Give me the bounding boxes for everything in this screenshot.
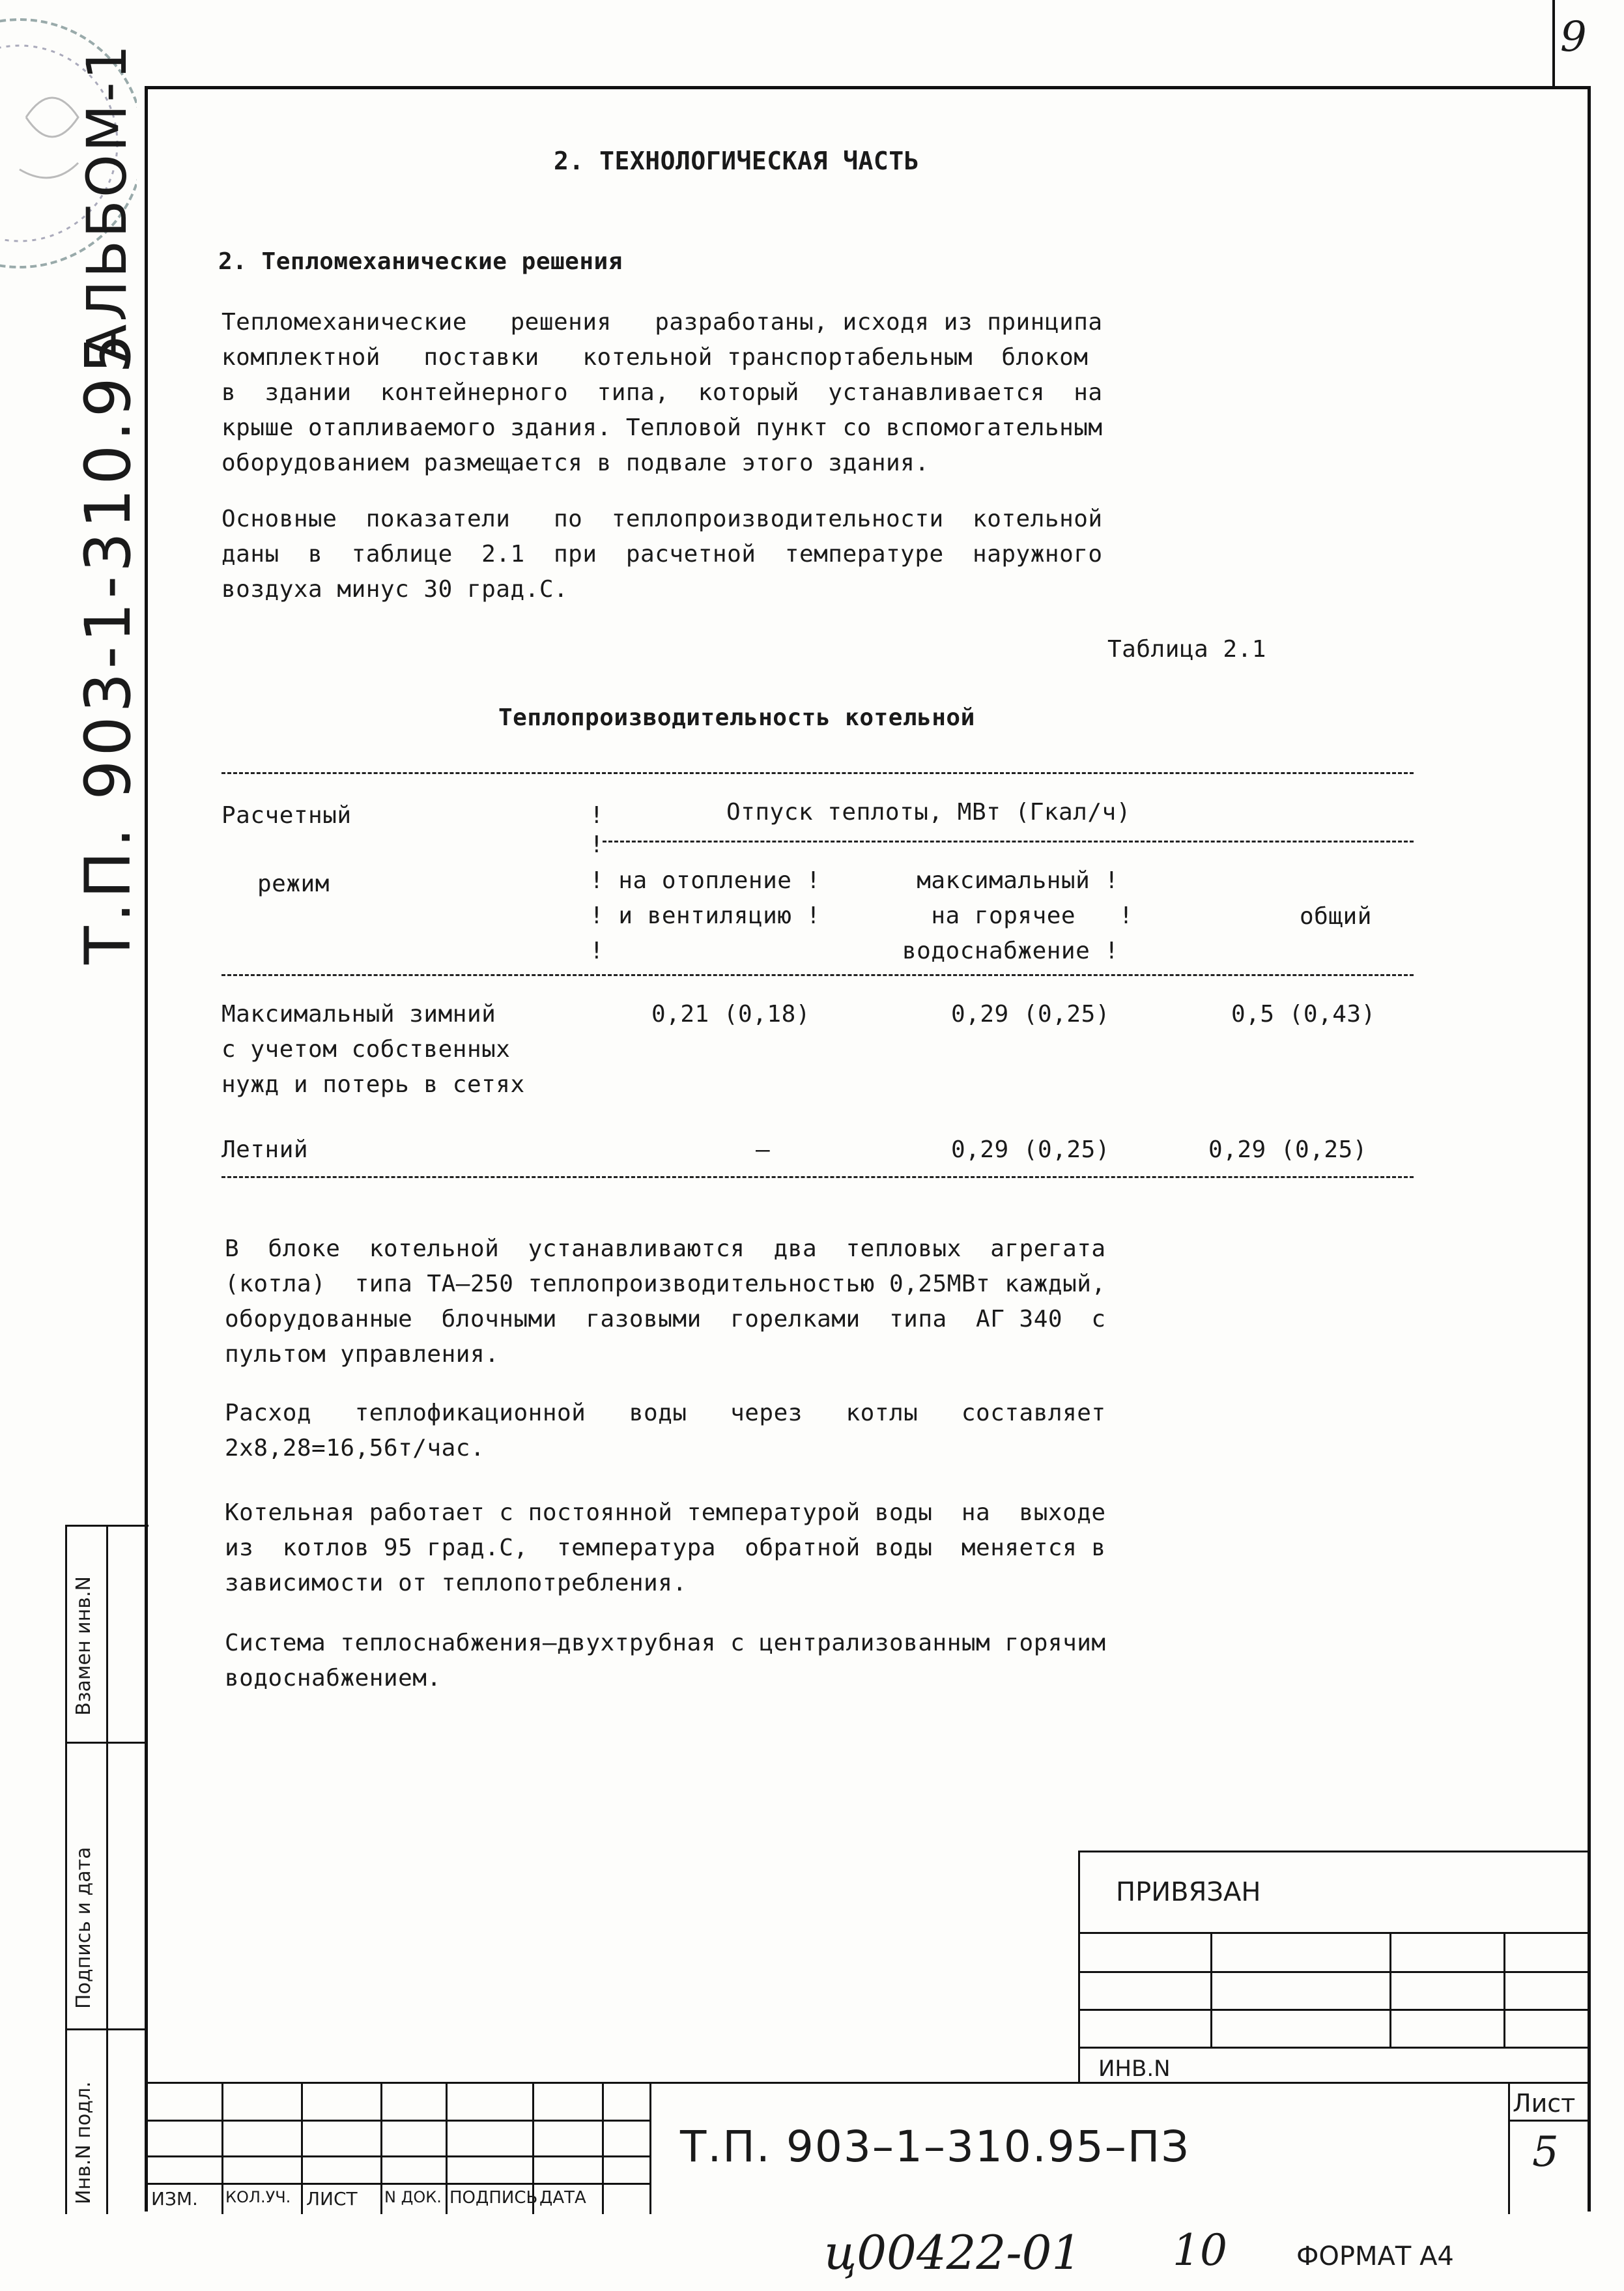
row-mode-line: Максимальный зимний bbox=[221, 1001, 496, 1028]
paragraph-line: из котлов 95 град.С, температура обратной воды меняется в bbox=[225, 1535, 1106, 1561]
col-label-signature: ПОДПИСЬ bbox=[449, 2188, 538, 2208]
col-label-izm: ИЗМ. bbox=[151, 2188, 198, 2210]
paragraph-line: Основные показатели по теплопроизводительности котельной bbox=[221, 506, 1103, 532]
subheader-text: на отопление bbox=[618, 867, 792, 894]
section-title: 2. ТЕХНОЛОГИЧЕСКАЯ ЧАСТЬ bbox=[554, 147, 920, 175]
original-inv-label: Инв.N подл. bbox=[72, 2081, 95, 2204]
col-label-ndok: N ДОК. bbox=[384, 2188, 442, 2206]
binding-label: ПРИВЯЗАН bbox=[1116, 1877, 1261, 1907]
sheet-number: 5 bbox=[1532, 2128, 1559, 2176]
row-heating-value: – bbox=[756, 1136, 771, 1163]
table-row bbox=[221, 997, 525, 1102]
col-label-list: ЛИСТ bbox=[306, 2188, 358, 2210]
table-reference: Таблица 2.1 bbox=[1107, 636, 1266, 663]
paragraph-line: в здании контейнерного типа, который устанавливается на bbox=[221, 379, 1103, 406]
paragraph-line: оборудованные блочными газовыми горелками типа АГ 340 с bbox=[225, 1306, 1106, 1333]
subheader-line: максимальный ! bbox=[917, 867, 1119, 894]
subheader-line: водоснабжение ! bbox=[902, 938, 1119, 964]
sheet-label: Лист bbox=[1513, 2089, 1576, 2118]
frame-top bbox=[145, 86, 1591, 89]
paragraph-line: оборудованием размещается в подвале этого здания. bbox=[221, 450, 930, 476]
handwritten-code: ц00422-01 bbox=[824, 2225, 1082, 2280]
paragraph-line: Расход теплофикационной воды через котлы составляет bbox=[225, 1400, 1106, 1426]
paragraph-line: Система теплоснабжения–двухтрубная с централизованным горячим bbox=[225, 1630, 1106, 1656]
inv-number-label: ИНВ.N bbox=[1098, 2056, 1171, 2082]
subheader-line: на горячее ! bbox=[931, 902, 1133, 929]
paragraph-line: крыше отапливаемого здания. Тепловой пункт со вспомогательным bbox=[221, 414, 1103, 441]
corner-divider bbox=[1552, 0, 1555, 86]
side-document-code: Т.П. 903-1-310.95 bbox=[72, 330, 145, 964]
document-code: Т.П. 903–1–310.95–ПЗ bbox=[680, 2122, 1190, 2172]
paragraph-line: воздуха минус 30 град.С. bbox=[221, 576, 569, 603]
paragraph-4 bbox=[225, 1396, 1106, 1466]
paragraph-1 bbox=[221, 305, 1103, 481]
subheader-line: ! и вентиляцию ! bbox=[590, 902, 821, 929]
table-subheader-heating bbox=[590, 863, 821, 969]
paragraph-line: Котельная работает с постоянной температурой воды на выходе bbox=[225, 1499, 1106, 1526]
paragraph-line: 2х8,28=16,56т/час. bbox=[225, 1435, 485, 1462]
subheader-line: ! на отопление ! bbox=[590, 867, 821, 894]
format-label: ФОРМАТ А4 bbox=[1296, 2241, 1454, 2271]
table-bottom-rule bbox=[221, 1176, 1414, 1178]
page-number: 9 bbox=[1560, 13, 1587, 61]
row-total-value: 0,5 (0,43) bbox=[1231, 1001, 1376, 1028]
subheader-text: максимальный bbox=[917, 867, 1090, 894]
row-mode-line: Летний bbox=[221, 1136, 309, 1163]
table-header-rule bbox=[221, 974, 1414, 976]
paragraph-line: В блоке котельной устанавливаются два тепловых агрегата bbox=[225, 1235, 1106, 1262]
table-col-separator: ! bbox=[590, 831, 605, 858]
table-col1-header-a: Расчетный bbox=[221, 802, 352, 829]
table-col-separator: ! bbox=[590, 802, 605, 829]
subheader-text: на горячее bbox=[931, 902, 1076, 929]
paragraph-line: комплектной поставки котельной транспортабельным блоком bbox=[221, 344, 1089, 371]
replacement-inv-label: Взамен инв.N bbox=[72, 1576, 95, 1716]
handwritten-number: 10 bbox=[1173, 2225, 1227, 2275]
row-hotwater-value: 0,29 (0,25) bbox=[951, 1001, 1110, 1028]
col-label-date: ДАТА bbox=[539, 2188, 586, 2208]
subheader-line: ! bbox=[590, 938, 605, 964]
row-mode-line: нужд и потерь в сетях bbox=[221, 1071, 525, 1098]
subheader-text: и вентиляцию bbox=[618, 902, 792, 929]
table-group-header: Отпуск теплоты, МВт (Гкал/ч) bbox=[726, 799, 1131, 826]
paragraph-line: пультом управления. bbox=[225, 1341, 500, 1368]
title-block bbox=[145, 2082, 1588, 2214]
table-col1-header-b: режим bbox=[257, 871, 330, 897]
table-top-rule bbox=[221, 772, 1414, 774]
table-group-rule bbox=[603, 841, 1414, 843]
row-heating-value: 0,21 (0,18) bbox=[651, 1001, 810, 1028]
row-mode-line: с учетом собственных bbox=[221, 1036, 511, 1063]
subheader-text: водоснабжение bbox=[902, 938, 1090, 964]
paragraph-2 bbox=[221, 502, 1103, 607]
row-hotwater-value: 0,29 (0,25) bbox=[951, 1136, 1110, 1163]
paragraph-line: Тепломеханические решения разработаны, исходя из принципа bbox=[221, 309, 1103, 336]
paragraph-line: даны в таблице 2.1 при расчетной температуре наружного bbox=[221, 541, 1103, 568]
side-blocks bbox=[65, 1525, 149, 2214]
paragraph-line: водоснабжением. bbox=[225, 1665, 442, 1692]
paragraph-3 bbox=[225, 1232, 1106, 1372]
album-label: АЛЬБОМ-1 bbox=[75, 42, 139, 362]
table-subheader-hotwater bbox=[902, 863, 1133, 969]
signature-date-label: Подпись и дата bbox=[72, 1847, 95, 2009]
table-subheader-total: общий bbox=[1300, 903, 1372, 930]
col-label-koluch: КОЛ.УЧ. bbox=[225, 2188, 291, 2206]
paragraph-line: зависимости от теплопотребления. bbox=[225, 1570, 687, 1596]
paragraph-5 bbox=[225, 1495, 1106, 1601]
subsection-title: 2. Тепломеханические решения bbox=[218, 248, 623, 275]
paragraph-6 bbox=[225, 1626, 1106, 1696]
table-title: Теплопроизводительность котельной bbox=[498, 704, 975, 731]
row-total-value: 0,29 (0,25) bbox=[1208, 1136, 1367, 1163]
paragraph-line: (котла) типа ТА–250 теплопроизводительностью 0,25МВт каждый, bbox=[225, 1271, 1106, 1297]
binding-block bbox=[1078, 1851, 1589, 2084]
